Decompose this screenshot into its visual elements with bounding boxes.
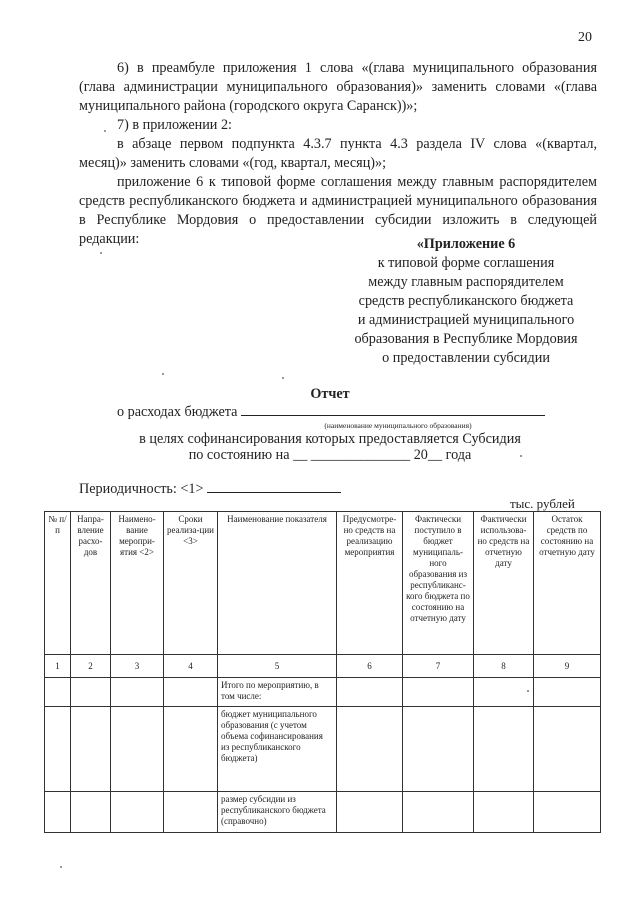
header-cell: Напра-вление расхо-дов (71, 512, 111, 655)
table-cell (403, 707, 474, 792)
column-number: 8 (474, 655, 534, 678)
column-number: 4 (164, 655, 218, 678)
table-cell (403, 678, 474, 707)
paragraph-8-text: приложение 6 к типовой форме соглашения между главным распорядителем средств республиканского бюджета и администрацией муниципального образования в Республике Мордовия о предоставлении субсидии изложить в следующей редакции: (79, 174, 597, 247)
paragraph-7 (79, 116, 597, 135)
table-cell (474, 792, 534, 833)
header-cell: № п/п (45, 512, 71, 655)
table-cell (164, 678, 218, 707)
table-cell (534, 678, 601, 707)
column-number-row (45, 655, 601, 678)
report-line1-prefix: о расходах бюджета (117, 404, 238, 420)
report-line2: в целях софинансирования которых предоставляется Субсидия (139, 431, 521, 447)
table-cell (337, 707, 403, 792)
table-cell (534, 792, 601, 833)
table-cell (71, 792, 111, 833)
column-number: 1 (45, 655, 71, 678)
appendix-header (336, 235, 596, 368)
municipality-caption: (наименование муниципального образования) (324, 421, 472, 430)
appendix-title: «Приложение 6 (416, 236, 516, 252)
date-day-blank: __ (293, 447, 308, 463)
table-row (45, 707, 601, 792)
row-label-subsidy: размер субсидии из республиканского бюджета (справочно) (218, 792, 337, 833)
date-month-blank: ______________ (310, 447, 411, 463)
table-cell (45, 707, 71, 792)
scan-speck (282, 377, 284, 379)
table-cell (71, 678, 111, 707)
table-cell (534, 707, 601, 792)
header-cell: Предусмотре-но средств на реализацию мероприятия (337, 512, 403, 655)
appendix-line: образования в Республике Мордовия (354, 331, 578, 347)
scan-speck (60, 866, 62, 868)
column-number: 9 (534, 655, 601, 678)
appendix-line: к типовой форме соглашения (377, 255, 555, 271)
report-line3 (60, 447, 600, 464)
table-cell (45, 792, 71, 833)
table-cell (337, 678, 403, 707)
page-number: 20 (578, 30, 592, 45)
report-line3-suffix: а (464, 447, 472, 463)
header-cell: Наимено-вание меропри-ятия <2> (111, 512, 164, 655)
paragraph-7a-line2: месяц)» заменить словами «(год, квартал, месяц)»; (79, 155, 387, 171)
units-label: тыс. рублей (510, 496, 575, 511)
periodicity-blank (207, 492, 341, 493)
header-cell: Фактически поступило в бюджет муниципаль-ного образования из республиканс-кого бюджета по состоянию на отчетную дату (403, 512, 474, 655)
column-number: 5 (218, 655, 337, 678)
appendix-line: между главным распорядителем (368, 274, 564, 290)
table-row (45, 678, 601, 707)
paragraph-6-text: 6) в преамбуле приложения 1 слова «(глава муниципального образования (глава администрации муниципального образования)» заменить словами «(глава муниципального района (городского округа Саранск))»; (79, 60, 597, 114)
header-cell: Остаток средств по состоянию на отчетную дату (534, 512, 601, 655)
column-number: 2 (71, 655, 111, 678)
column-number: 6 (337, 655, 403, 678)
table-cell (111, 678, 164, 707)
table-cell (45, 678, 71, 707)
paragraph-7-text: 7) в приложении 2: (117, 117, 232, 133)
table-header-row (45, 512, 601, 655)
scan-speck (162, 373, 164, 375)
table-row (45, 792, 601, 833)
row-label-municipal-budget: бюджет муниципального образования (с учетом объема софинансирования из республиканского бюджета) (218, 707, 337, 792)
paragraph-7a-line1-text: в абзаце первом подпункта 4.3.7 пункта 4.3 раздела IV слова «(квартал, (117, 136, 597, 152)
table-cell (403, 792, 474, 833)
header-cell: Наименование показателя (218, 512, 337, 655)
header-cell: Фактически использова-но средств на отчетную дату (474, 512, 534, 655)
paragraph-6 (79, 59, 597, 116)
report-line1 (117, 404, 545, 421)
report-table (44, 511, 601, 833)
table-cell (164, 792, 218, 833)
header-cell: Сроки реализа-ции <3> (164, 512, 218, 655)
municipality-blank (241, 415, 545, 416)
table-cell (474, 678, 534, 707)
report-title: Отчет (310, 386, 350, 402)
column-number: 7 (403, 655, 474, 678)
appendix-line: и администрацией муниципального (357, 312, 575, 328)
table-cell (337, 792, 403, 833)
appendix-line: о предоставлении субсидии (382, 350, 550, 366)
paragraph-7a-line1 (79, 135, 597, 154)
periodicity-label: Периодичность: <1> (79, 481, 204, 497)
report-line3-prefix: по состоянию на (188, 447, 290, 463)
scan-speck (527, 690, 529, 692)
scan-speck (520, 455, 522, 457)
appendix-line: средств республиканского бюджета (358, 293, 574, 309)
table-cell (474, 707, 534, 792)
table-cell (111, 707, 164, 792)
table-cell (111, 792, 164, 833)
column-number: 3 (111, 655, 164, 678)
scan-speck (100, 252, 102, 254)
row-label-total: Итого по мероприятию, в том числе: (218, 678, 337, 707)
periodicity-line (79, 481, 341, 498)
table-cell (164, 707, 218, 792)
scan-speck (104, 130, 106, 132)
table-cell (71, 707, 111, 792)
date-year: 20__ год (413, 447, 465, 463)
